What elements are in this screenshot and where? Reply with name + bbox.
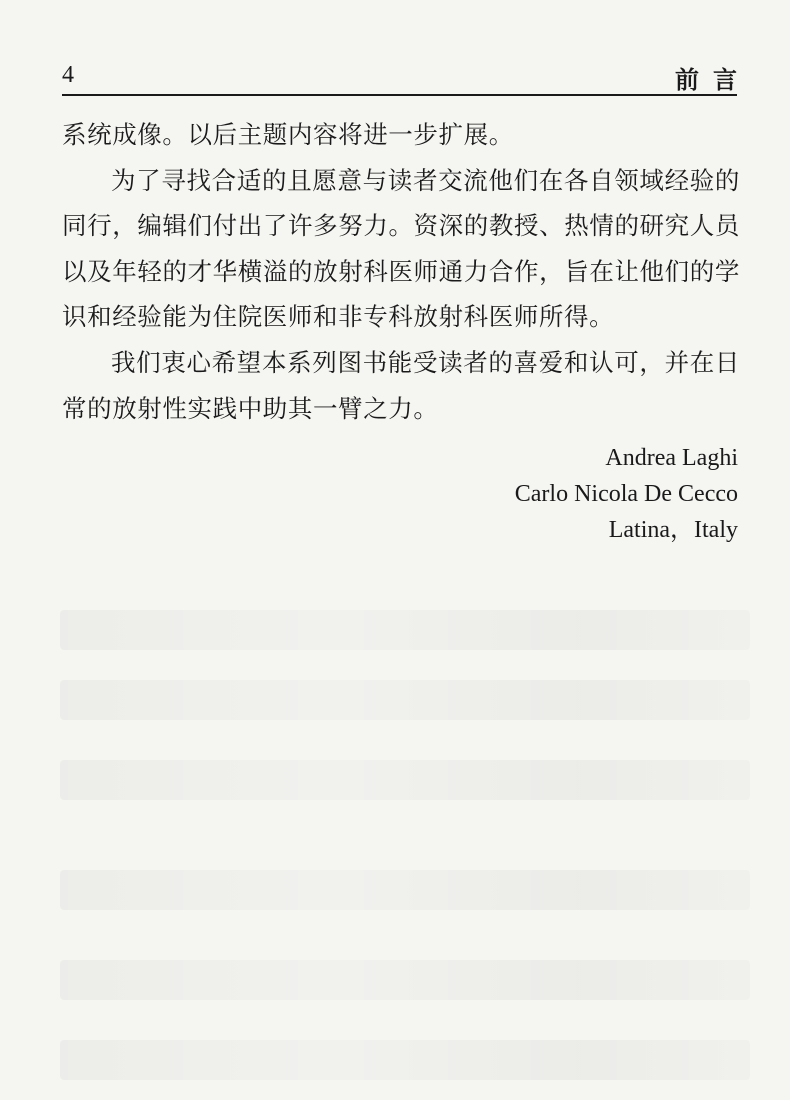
author-location: Latina，Italy xyxy=(608,517,738,543)
bleed-through-band xyxy=(60,870,750,910)
bleed-through-band xyxy=(60,610,750,650)
running-head: 前言 xyxy=(675,66,751,94)
paragraph-continuation: 系统成像。以后主题内容将进一步扩展。 xyxy=(62,120,514,149)
bleed-through-band xyxy=(60,1040,750,1080)
author-name: Andrea Laghi xyxy=(605,445,738,471)
page-header xyxy=(62,58,751,96)
bleed-through-band xyxy=(60,760,750,800)
paragraph: 为了寻找合适的且愿意与读者交流他们在各自领域经验的同行，编辑们付出了许多努力。资深的教授、热情的研究人员以及年轻的才华横溢的放射科医师通力合作，旨在让他们的学识和经验能为住院医师和非专科放射科医师所得。 xyxy=(62,165,740,332)
author-name: Carlo Nicola De Cecco xyxy=(514,481,738,507)
body-text xyxy=(62,112,740,431)
bleed-through-band xyxy=(60,960,750,1000)
paragraph: 我们衷心希望本系列图书能受读者的喜爱和认可，并在日常的放射性实践中助其一臂之力。 xyxy=(62,347,740,423)
bleed-through-band xyxy=(60,680,750,720)
signature-block xyxy=(515,440,738,548)
page-number: 4 xyxy=(62,62,74,88)
